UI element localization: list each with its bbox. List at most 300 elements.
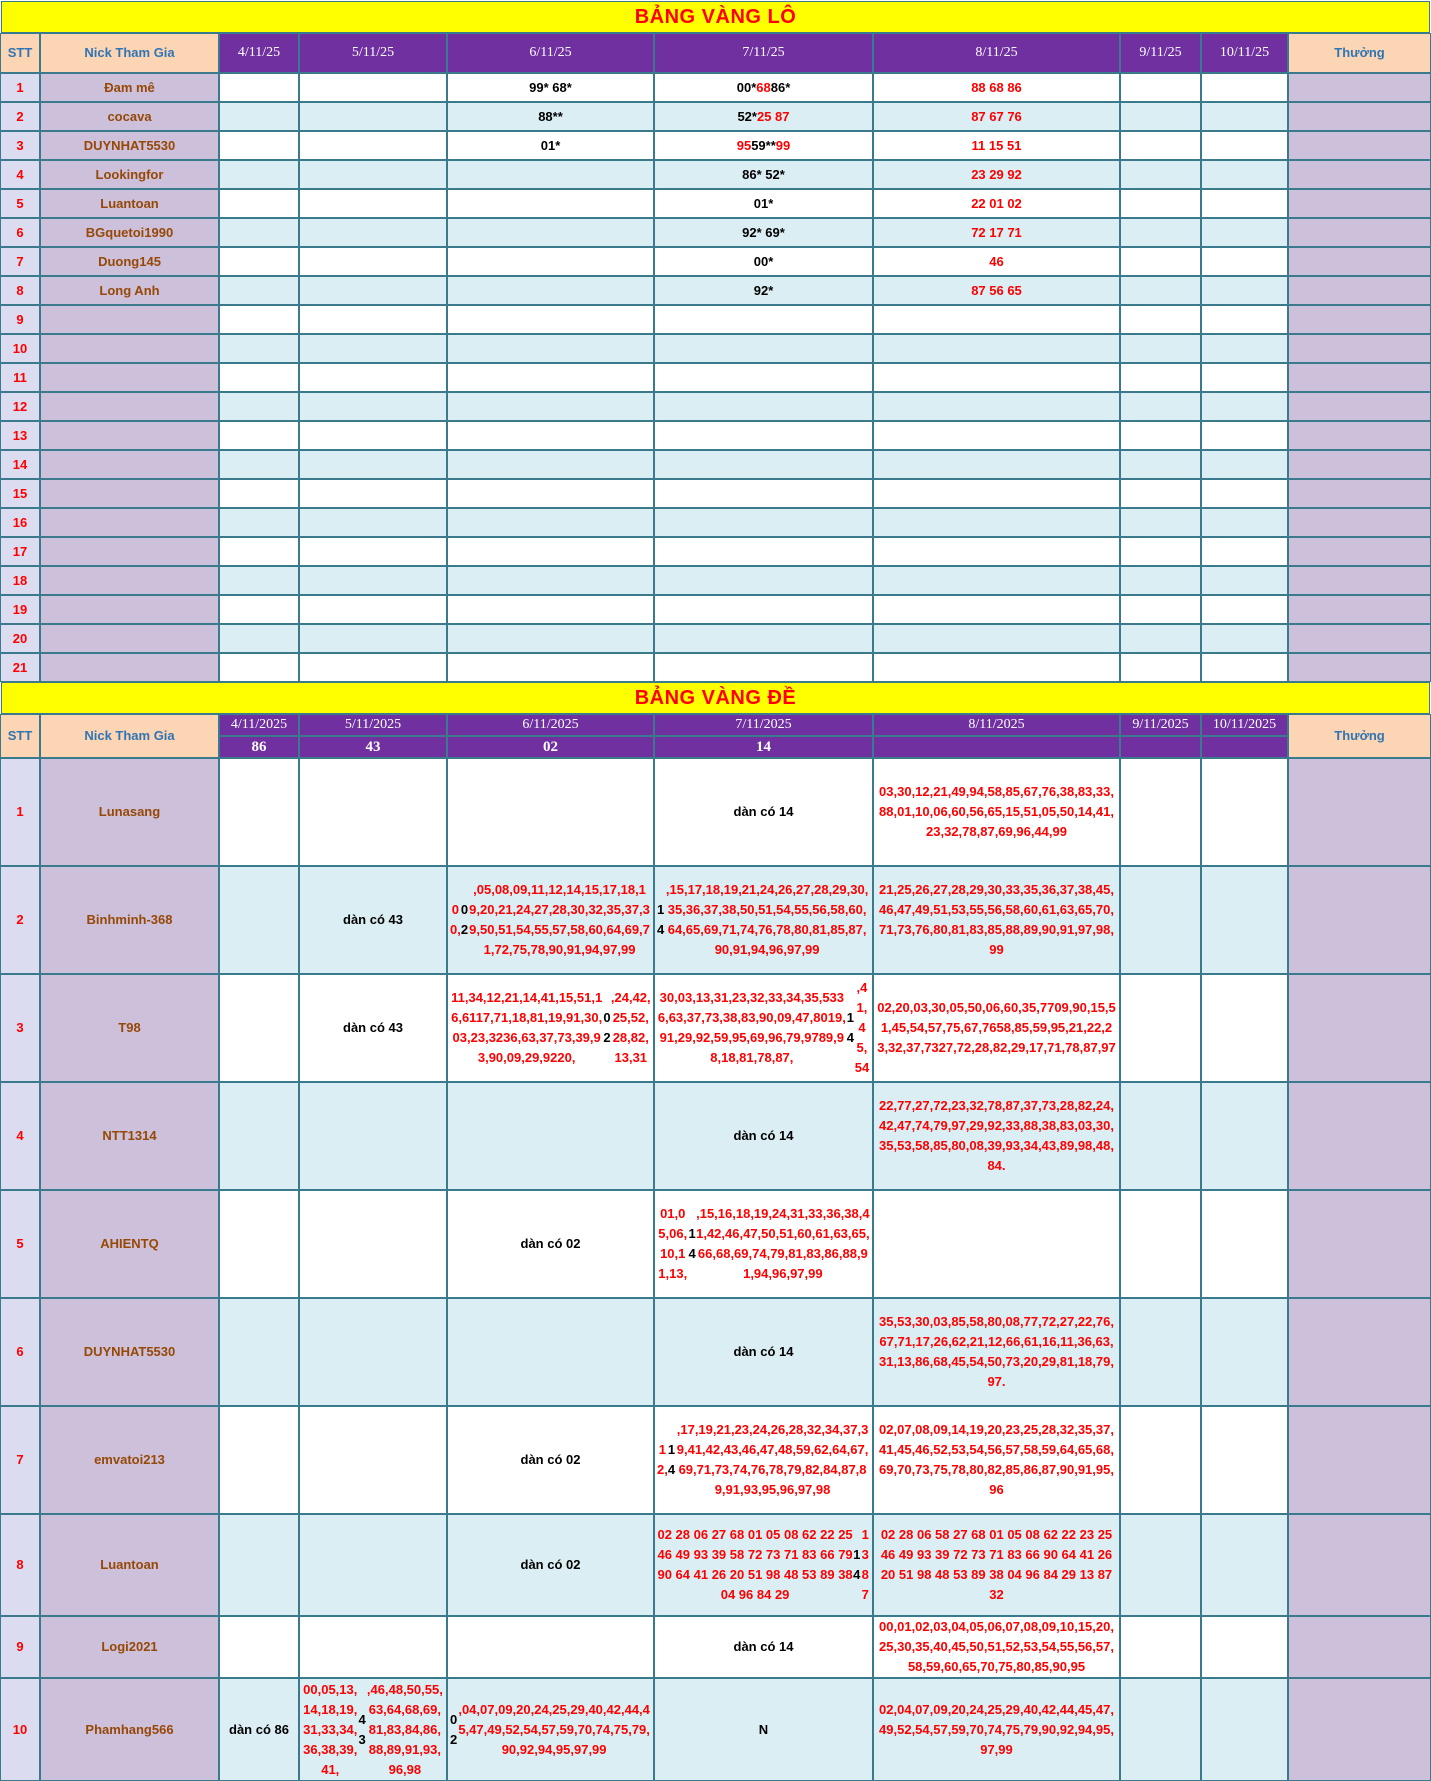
lo-row-cell[interactable] [447, 131, 654, 160]
lo-row-cell[interactable] [219, 508, 299, 537]
lo-row-cell[interactable] [654, 421, 873, 450]
lo-row-stt[interactable]: 9 [0, 305, 40, 334]
lo-row-cell[interactable] [299, 276, 447, 305]
lo-row-reward[interactable] [1288, 363, 1431, 392]
de-row-cell[interactable] [447, 1514, 654, 1616]
de-row-cell[interactable] [873, 1190, 1120, 1298]
lo-row-cell[interactable] [299, 537, 447, 566]
lo-row-stt[interactable]: 7 [0, 247, 40, 276]
de-row-cell[interactable] [447, 974, 654, 1082]
de-row-reward[interactable] [1288, 758, 1431, 866]
de-header-reward[interactable]: Thưởng [1288, 714, 1431, 758]
de-row-nick[interactable]: Phamhang566 [40, 1678, 219, 1781]
lo-header-reward[interactable]: Thưởng [1288, 33, 1431, 73]
lo-row-cell[interactable] [299, 131, 447, 160]
lo-row-cell[interactable] [654, 131, 873, 160]
lo-row-stt[interactable]: 4 [0, 160, 40, 189]
de-row-cell[interactable] [219, 866, 299, 974]
lo-row-nick[interactable] [40, 595, 219, 624]
de-row-cell[interactable] [873, 1678, 1120, 1781]
lo-row-cell[interactable] [447, 334, 654, 363]
lo-row-cell[interactable] [873, 508, 1120, 537]
lo-row-stt[interactable]: 19 [0, 595, 40, 624]
de-row-cell[interactable] [654, 866, 873, 974]
lo-row-cell[interactable] [447, 276, 654, 305]
de-row-reward[interactable] [1288, 1298, 1431, 1406]
lo-row-cell[interactable] [873, 479, 1120, 508]
lo-row-cell[interactable] [1120, 189, 1201, 218]
de-row-nick[interactable]: emvatoi213 [40, 1406, 219, 1514]
de-row-cell[interactable] [447, 866, 654, 974]
de-row-cell[interactable] [654, 974, 873, 1082]
lo-row-cell[interactable] [447, 102, 654, 131]
lo-row-cell[interactable] [299, 566, 447, 595]
lo-row-cell[interactable] [1120, 160, 1201, 189]
lo-row-stt[interactable]: 11 [0, 363, 40, 392]
lo-row-cell[interactable] [654, 653, 873, 682]
lo-row-cell[interactable] [299, 508, 447, 537]
lo-row-nick[interactable] [40, 479, 219, 508]
de-row-cell[interactable] [1120, 1678, 1201, 1781]
de-header-result[interactable]: 14 [654, 736, 873, 758]
de-row-reward[interactable] [1288, 1190, 1431, 1298]
de-row-cell[interactable] [1201, 866, 1288, 974]
lo-header-date[interactable]: 5/11/25 [299, 33, 447, 73]
lo-row-cell[interactable] [219, 276, 299, 305]
lo-row-cell[interactable] [1120, 218, 1201, 247]
lo-row-cell[interactable] [1120, 363, 1201, 392]
lo-row-cell[interactable] [1120, 537, 1201, 566]
lo-row-cell[interactable] [447, 537, 654, 566]
lo-row-reward[interactable] [1288, 537, 1431, 566]
lo-row-cell[interactable] [299, 479, 447, 508]
lo-header-date[interactable]: 10/11/25 [1201, 33, 1288, 73]
lo-row-cell[interactable] [1120, 421, 1201, 450]
de-row-reward[interactable] [1288, 1514, 1431, 1616]
lo-row-cell[interactable] [654, 334, 873, 363]
de-row-cell[interactable] [447, 1082, 654, 1190]
lo-row-cell[interactable] [299, 624, 447, 653]
lo-row-cell[interactable] [1201, 595, 1288, 624]
lo-row-cell[interactable] [1120, 392, 1201, 421]
de-row-stt[interactable]: 3 [0, 974, 40, 1082]
de-row-cell[interactable] [654, 1298, 873, 1406]
lo-row-cell[interactable] [873, 334, 1120, 363]
lo-row-cell[interactable] [654, 566, 873, 595]
lo-header-date[interactable]: 6/11/25 [447, 33, 654, 73]
lo-row-cell[interactable] [219, 160, 299, 189]
de-row-cell[interactable] [873, 1298, 1120, 1406]
de-header-result[interactable]: 86 [219, 736, 299, 758]
lo-row-cell[interactable] [1201, 566, 1288, 595]
de-row-cell[interactable] [299, 866, 447, 974]
lo-header-date[interactable]: 8/11/25 [873, 33, 1120, 73]
lo-row-reward[interactable] [1288, 508, 1431, 537]
lo-row-cell[interactable] [447, 566, 654, 595]
lo-row-reward[interactable] [1288, 566, 1431, 595]
de-row-cell[interactable] [299, 1190, 447, 1298]
de-header-date[interactable]: 9/11/2025 [1120, 714, 1201, 736]
lo-row-cell[interactable] [299, 73, 447, 102]
lo-row-cell[interactable] [654, 450, 873, 479]
lo-row-nick[interactable]: DUYNHAT5530 [40, 131, 219, 160]
lo-row-cell[interactable] [1120, 479, 1201, 508]
lo-row-nick[interactable] [40, 566, 219, 595]
lo-row-cell[interactable] [219, 102, 299, 131]
lo-row-cell[interactable] [654, 392, 873, 421]
lo-row-cell[interactable] [219, 450, 299, 479]
lo-row-cell[interactable] [654, 102, 873, 131]
lo-row-stt[interactable]: 6 [0, 218, 40, 247]
de-row-cell[interactable] [219, 1298, 299, 1406]
de-row-nick[interactable]: DUYNHAT5530 [40, 1298, 219, 1406]
de-row-cell[interactable] [299, 758, 447, 866]
de-row-cell[interactable] [219, 758, 299, 866]
lo-row-stt[interactable]: 12 [0, 392, 40, 421]
de-header-result[interactable] [1120, 736, 1201, 758]
lo-row-cell[interactable] [299, 102, 447, 131]
lo-row-cell[interactable] [447, 595, 654, 624]
lo-row-nick[interactable]: Duong145 [40, 247, 219, 276]
de-row-cell[interactable] [873, 1406, 1120, 1514]
lo-row-cell[interactable] [1120, 508, 1201, 537]
de-header-date[interactable]: 6/11/2025 [447, 714, 654, 736]
de-row-nick[interactable]: T98 [40, 974, 219, 1082]
lo-row-cell[interactable] [447, 363, 654, 392]
lo-row-stt[interactable]: 21 [0, 653, 40, 682]
lo-row-cell[interactable] [219, 653, 299, 682]
de-row-cell[interactable] [299, 1616, 447, 1678]
de-row-cell[interactable] [873, 758, 1120, 866]
lo-row-cell[interactable] [873, 363, 1120, 392]
lo-row-cell[interactable] [299, 160, 447, 189]
lo-row-cell[interactable] [1201, 218, 1288, 247]
de-row-cell[interactable] [447, 1406, 654, 1514]
lo-row-reward[interactable] [1288, 334, 1431, 363]
lo-row-cell[interactable] [873, 218, 1120, 247]
lo-row-cell[interactable] [1120, 247, 1201, 276]
lo-row-reward[interactable] [1288, 102, 1431, 131]
de-row-nick[interactable]: AHIENTQ [40, 1190, 219, 1298]
lo-row-cell[interactable] [1120, 276, 1201, 305]
lo-row-cell[interactable] [219, 363, 299, 392]
lo-row-cell[interactable] [299, 450, 447, 479]
de-row-cell[interactable] [447, 1190, 654, 1298]
de-row-reward[interactable] [1288, 1616, 1431, 1678]
lo-row-stt[interactable]: 18 [0, 566, 40, 595]
lo-row-nick[interactable] [40, 508, 219, 537]
de-row-cell[interactable] [654, 1514, 873, 1616]
lo-row-cell[interactable] [447, 479, 654, 508]
lo-row-cell[interactable] [1201, 479, 1288, 508]
lo-row-cell[interactable] [654, 218, 873, 247]
de-header-result[interactable] [873, 736, 1120, 758]
lo-row-cell[interactable] [873, 537, 1120, 566]
lo-row-reward[interactable] [1288, 247, 1431, 276]
lo-row-nick[interactable]: Đam mê [40, 73, 219, 102]
lo-row-cell[interactable] [873, 160, 1120, 189]
lo-row-cell[interactable] [654, 305, 873, 334]
lo-row-nick[interactable]: BGquetoi1990 [40, 218, 219, 247]
lo-row-reward[interactable] [1288, 189, 1431, 218]
lo-row-stt[interactable]: 13 [0, 421, 40, 450]
de-row-cell[interactable] [1201, 1616, 1288, 1678]
lo-row-stt[interactable]: 16 [0, 508, 40, 537]
de-row-cell[interactable] [1201, 1298, 1288, 1406]
lo-row-cell[interactable] [1201, 334, 1288, 363]
lo-row-cell[interactable] [219, 305, 299, 334]
lo-row-cell[interactable] [1201, 653, 1288, 682]
lo-row-cell[interactable] [654, 479, 873, 508]
de-row-nick[interactable]: Binhminh-368 [40, 866, 219, 974]
lo-row-cell[interactable] [873, 276, 1120, 305]
lo-row-cell[interactable] [1120, 450, 1201, 479]
lo-row-cell[interactable] [219, 595, 299, 624]
lo-row-cell[interactable] [654, 537, 873, 566]
lo-row-reward[interactable] [1288, 73, 1431, 102]
lo-row-cell[interactable] [447, 392, 654, 421]
lo-row-cell[interactable] [219, 247, 299, 276]
lo-row-cell[interactable] [1201, 73, 1288, 102]
de-row-reward[interactable] [1288, 866, 1431, 974]
lo-row-cell[interactable] [299, 421, 447, 450]
de-row-nick[interactable]: Lunasang [40, 758, 219, 866]
lo-row-cell[interactable] [654, 276, 873, 305]
lo-header-nick[interactable]: Nick Tham Gia [40, 33, 219, 73]
lo-row-cell[interactable] [1201, 131, 1288, 160]
lo-row-cell[interactable] [299, 334, 447, 363]
de-header-stt[interactable]: STT [0, 714, 40, 758]
de-row-cell[interactable] [1201, 1514, 1288, 1616]
lo-row-reward[interactable] [1288, 624, 1431, 653]
lo-row-cell[interactable] [1201, 276, 1288, 305]
lo-row-nick[interactable]: cocava [40, 102, 219, 131]
lo-row-cell[interactable] [1120, 653, 1201, 682]
de-row-cell[interactable] [654, 1406, 873, 1514]
lo-row-cell[interactable] [299, 595, 447, 624]
de-row-cell[interactable] [1120, 1298, 1201, 1406]
lo-row-cell[interactable] [1120, 102, 1201, 131]
lo-row-nick[interactable] [40, 624, 219, 653]
de-row-nick[interactable]: Luantoan [40, 1514, 219, 1616]
de-header-date[interactable]: 5/11/2025 [299, 714, 447, 736]
lo-row-cell[interactable] [1120, 566, 1201, 595]
de-row-stt[interactable]: 5 [0, 1190, 40, 1298]
lo-row-cell[interactable] [447, 73, 654, 102]
lo-row-cell[interactable] [1201, 624, 1288, 653]
de-row-stt[interactable]: 2 [0, 866, 40, 974]
lo-row-nick[interactable] [40, 537, 219, 566]
de-row-stt[interactable]: 6 [0, 1298, 40, 1406]
lo-row-stt[interactable]: 2 [0, 102, 40, 131]
lo-row-cell[interactable] [447, 189, 654, 218]
lo-row-cell[interactable] [1201, 421, 1288, 450]
de-header-result[interactable] [1201, 736, 1288, 758]
lo-row-stt[interactable]: 10 [0, 334, 40, 363]
lo-row-reward[interactable] [1288, 479, 1431, 508]
de-header-date[interactable]: 10/11/2025 [1201, 714, 1288, 736]
lo-header-date[interactable]: 9/11/25 [1120, 33, 1201, 73]
lo-row-nick[interactable]: Luantoan [40, 189, 219, 218]
de-header-date[interactable]: 4/11/2025 [219, 714, 299, 736]
de-row-cell[interactable] [1120, 1190, 1201, 1298]
lo-row-nick[interactable] [40, 450, 219, 479]
lo-row-stt[interactable]: 14 [0, 450, 40, 479]
lo-row-cell[interactable] [219, 218, 299, 247]
lo-row-cell[interactable] [873, 189, 1120, 218]
de-header-date[interactable]: 7/11/2025 [654, 714, 873, 736]
lo-row-nick[interactable]: Long Anh [40, 276, 219, 305]
lo-row-cell[interactable] [873, 624, 1120, 653]
lo-row-cell[interactable] [873, 305, 1120, 334]
lo-row-nick[interactable] [40, 392, 219, 421]
lo-row-cell[interactable] [1120, 595, 1201, 624]
de-header-nick[interactable]: Nick Tham Gia [40, 714, 219, 758]
de-row-cell[interactable] [1201, 1190, 1288, 1298]
lo-row-reward[interactable] [1288, 595, 1431, 624]
de-row-cell[interactable] [654, 1190, 873, 1298]
lo-row-cell[interactable] [219, 537, 299, 566]
de-header-result[interactable]: 02 [447, 736, 654, 758]
lo-row-stt[interactable]: 15 [0, 479, 40, 508]
lo-row-cell[interactable] [447, 508, 654, 537]
lo-row-stt[interactable]: 3 [0, 131, 40, 160]
lo-row-cell[interactable] [873, 421, 1120, 450]
lo-row-cell[interactable] [1201, 160, 1288, 189]
lo-row-reward[interactable] [1288, 421, 1431, 450]
lo-row-cell[interactable] [1201, 450, 1288, 479]
lo-row-cell[interactable] [447, 450, 654, 479]
de-row-reward[interactable] [1288, 1678, 1431, 1781]
de-row-cell[interactable] [654, 1616, 873, 1678]
de-row-cell[interactable] [447, 1616, 654, 1678]
de-row-stt[interactable]: 7 [0, 1406, 40, 1514]
lo-row-cell[interactable] [873, 73, 1120, 102]
lo-row-cell[interactable] [1120, 334, 1201, 363]
lo-row-cell[interactable] [299, 653, 447, 682]
de-row-nick[interactable]: NTT1314 [40, 1082, 219, 1190]
lo-row-cell[interactable] [1120, 305, 1201, 334]
lo-header-stt[interactable]: STT [0, 33, 40, 73]
de-row-reward[interactable] [1288, 974, 1431, 1082]
de-row-cell[interactable] [873, 1082, 1120, 1190]
lo-row-reward[interactable] [1288, 450, 1431, 479]
de-row-cell[interactable] [299, 1406, 447, 1514]
lo-row-cell[interactable] [873, 450, 1120, 479]
de-row-cell[interactable] [447, 1298, 654, 1406]
lo-row-cell[interactable] [654, 595, 873, 624]
de-header-date[interactable]: 8/11/2025 [873, 714, 1120, 736]
lo-row-cell[interactable] [1201, 247, 1288, 276]
de-row-cell[interactable] [873, 1514, 1120, 1616]
de-row-cell[interactable] [1201, 974, 1288, 1082]
de-row-cell[interactable] [1201, 1082, 1288, 1190]
de-row-cell[interactable] [1201, 758, 1288, 866]
lo-row-cell[interactable] [219, 334, 299, 363]
de-row-stt[interactable]: 10 [0, 1678, 40, 1781]
lo-row-cell[interactable] [219, 566, 299, 595]
lo-row-cell[interactable] [873, 247, 1120, 276]
lo-row-cell[interactable] [299, 305, 447, 334]
lo-row-reward[interactable] [1288, 131, 1431, 160]
de-row-cell[interactable] [299, 1082, 447, 1190]
lo-row-cell[interactable] [654, 189, 873, 218]
lo-row-reward[interactable] [1288, 305, 1431, 334]
de-row-cell[interactable] [654, 758, 873, 866]
lo-row-cell[interactable] [654, 363, 873, 392]
lo-row-nick[interactable]: Lookingfor [40, 160, 219, 189]
lo-row-stt[interactable]: 1 [0, 73, 40, 102]
lo-row-cell[interactable] [219, 624, 299, 653]
de-row-cell[interactable] [873, 974, 1120, 1082]
lo-row-cell[interactable] [654, 73, 873, 102]
lo-row-cell[interactable] [873, 653, 1120, 682]
lo-row-cell[interactable] [219, 479, 299, 508]
de-row-cell[interactable] [1120, 1616, 1201, 1678]
lo-row-reward[interactable] [1288, 276, 1431, 305]
lo-row-cell[interactable] [219, 189, 299, 218]
de-row-cell[interactable] [447, 1678, 654, 1781]
de-row-cell[interactable] [447, 758, 654, 866]
de-row-cell[interactable] [299, 1514, 447, 1616]
lo-row-cell[interactable] [219, 421, 299, 450]
de-row-reward[interactable] [1288, 1082, 1431, 1190]
de-row-cell[interactable] [1120, 1514, 1201, 1616]
de-row-cell[interactable] [1120, 758, 1201, 866]
lo-row-cell[interactable] [447, 247, 654, 276]
lo-row-cell[interactable] [447, 653, 654, 682]
de-row-cell[interactable] [654, 1082, 873, 1190]
lo-row-nick[interactable] [40, 305, 219, 334]
de-row-cell[interactable] [219, 1678, 299, 1781]
lo-row-cell[interactable] [299, 218, 447, 247]
lo-row-cell[interactable] [1120, 73, 1201, 102]
lo-row-stt[interactable]: 20 [0, 624, 40, 653]
lo-row-cell[interactable] [219, 73, 299, 102]
lo-row-cell[interactable] [447, 624, 654, 653]
lo-row-stt[interactable]: 8 [0, 276, 40, 305]
lo-row-cell[interactable] [1201, 189, 1288, 218]
de-row-cell[interactable] [299, 974, 447, 1082]
lo-title[interactable]: BẢNG VÀNG LÔ [1, 1, 1430, 33]
de-row-cell[interactable] [873, 1616, 1120, 1678]
lo-row-cell[interactable] [873, 595, 1120, 624]
lo-row-cell[interactable] [447, 421, 654, 450]
lo-row-cell[interactable] [447, 218, 654, 247]
de-row-stt[interactable]: 1 [0, 758, 40, 866]
de-row-cell[interactable] [873, 866, 1120, 974]
lo-row-cell[interactable] [873, 131, 1120, 160]
lo-row-nick[interactable] [40, 334, 219, 363]
lo-row-cell[interactable] [1201, 102, 1288, 131]
lo-row-cell[interactable] [1201, 537, 1288, 566]
lo-row-cell[interactable] [1120, 624, 1201, 653]
de-row-stt[interactable]: 9 [0, 1616, 40, 1678]
de-row-cell[interactable] [1120, 974, 1201, 1082]
de-header-result[interactable]: 43 [299, 736, 447, 758]
de-row-cell[interactable] [1120, 1406, 1201, 1514]
lo-row-cell[interactable] [219, 131, 299, 160]
lo-row-nick[interactable] [40, 653, 219, 682]
de-row-cell[interactable] [299, 1298, 447, 1406]
de-row-cell[interactable] [1201, 1678, 1288, 1781]
lo-row-cell[interactable] [873, 566, 1120, 595]
lo-row-cell[interactable] [873, 102, 1120, 131]
lo-row-reward[interactable] [1288, 160, 1431, 189]
lo-row-cell[interactable] [654, 247, 873, 276]
lo-row-cell[interactable] [299, 363, 447, 392]
de-title[interactable]: BẢNG VÀNG ĐỀ [1, 682, 1430, 714]
